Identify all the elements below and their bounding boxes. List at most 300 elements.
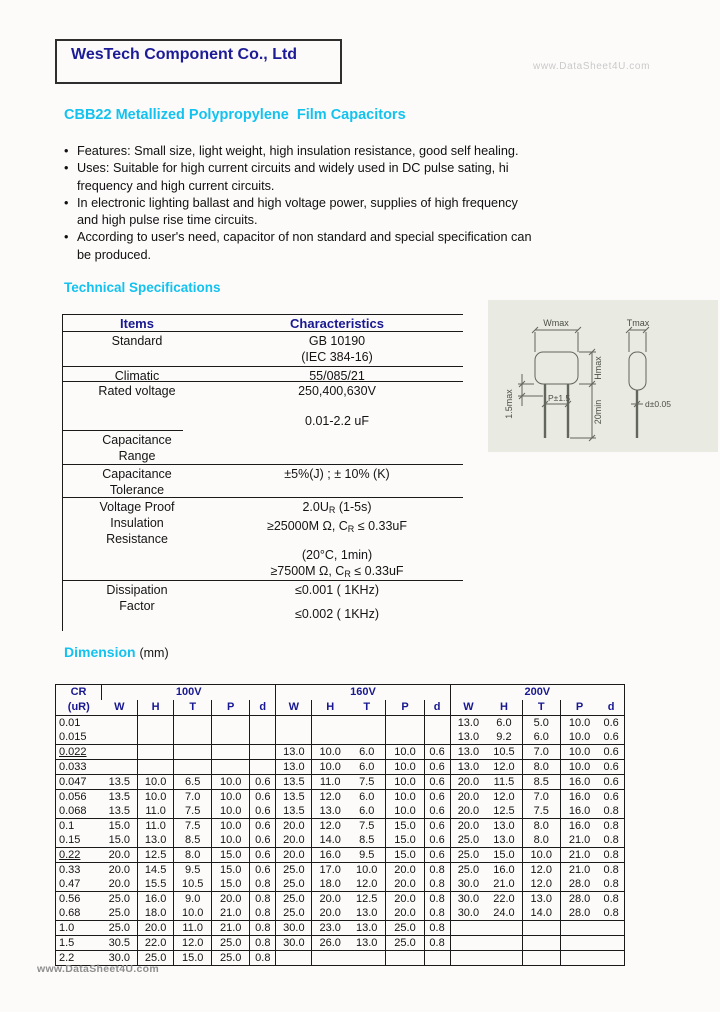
dim-cell: 25.0 (386, 936, 424, 951)
table-row (56, 936, 625, 951)
dim-cell: 12.5 (138, 848, 174, 863)
spec-value (211, 382, 463, 431)
dim-cell (276, 730, 312, 745)
dim-cell: 8.0 (174, 848, 212, 863)
dim-cell (102, 745, 138, 760)
dim-cell: 11.0 (138, 819, 174, 834)
dim-cell: 13.0 (138, 833, 174, 848)
dim-cell: 16.0 (568, 790, 591, 803)
dim-cell: 10.0 (568, 716, 591, 729)
dim-cell: 15.0 (212, 877, 250, 892)
dim-cell: 13.0 (348, 906, 386, 921)
dim-cell-cr: 0.015 (56, 730, 102, 745)
dim-cell (212, 760, 250, 775)
dim-cell: 10.5 (174, 877, 212, 892)
dim-cell-cr: 0.01 (59, 716, 81, 729)
dim-col-header: d (598, 700, 624, 716)
spec-value (211, 498, 463, 580)
dim-cell (138, 745, 174, 760)
label-lead-diameter: d±0.05 (645, 399, 671, 409)
dim-col-header: W (450, 700, 486, 716)
spec-item-label: Climatic (114, 369, 160, 383)
table-row (56, 790, 625, 805)
dim-cell (102, 716, 138, 731)
dim-cell: 20.0 (386, 877, 424, 892)
dim-cell: 10.0 (174, 906, 212, 921)
spec-value-line: ≥25000M Ω, $C_R \le 0.33uF$ (266, 519, 408, 534)
table-row (56, 700, 625, 716)
dim-cell: 20.0 (102, 877, 138, 892)
dim-cell: 13.0 (450, 760, 486, 775)
dim-cell: 10.0 (212, 833, 250, 848)
dim-cell: 25.0 (138, 951, 174, 966)
dim-cell: 30.0 (276, 936, 312, 951)
dim-cell (522, 951, 560, 966)
spec-row-capacitance-range (63, 431, 463, 465)
dim-cell: 15.0 (212, 863, 250, 878)
spec-item-line: Factor (119, 599, 155, 613)
dim-cell: 13.5 (102, 790, 138, 805)
dim-cell (276, 716, 312, 731)
footer-watermark: www.DataSheet4U.com (37, 963, 160, 975)
dim-cell: 25.0 (276, 906, 312, 921)
dim-cell: 20.0 (212, 892, 250, 907)
spec-value (211, 431, 463, 464)
dim-cell (312, 951, 348, 966)
dim-group-header: 160V (276, 685, 450, 701)
dim-cell: 13.0 (348, 936, 386, 951)
dim-cell: 11.0 (312, 775, 348, 790)
dim-cell (560, 921, 598, 936)
dim-col-header: H (486, 700, 522, 716)
dim-cell (212, 716, 250, 731)
dim-cell: 13.0 (450, 730, 486, 745)
dim-cell: 21.0 (486, 877, 522, 892)
dim-cell: 13.0 (450, 745, 486, 760)
dim-cell (560, 936, 598, 951)
dim-cell: 9.5 (174, 863, 212, 878)
dim-cell: 12.0 (522, 877, 560, 892)
dim-cell: 11.5 (486, 775, 522, 790)
label-hmax: Hmax (593, 356, 603, 380)
dim-cell (102, 730, 138, 745)
spec-value-line: (20°C, 1min) (301, 548, 373, 562)
dim-cell: 12.0 (486, 790, 522, 805)
spec-value-line: ≤0.002 ( 1KHz) (295, 607, 379, 621)
dim-cell: 7.0 (522, 790, 560, 805)
dim-cell: 10.0 (386, 775, 424, 790)
dim-cell (424, 951, 450, 966)
dim-cell: 20.0 (102, 848, 138, 863)
dim-cell (450, 936, 486, 951)
spec-value-line: ≥7500M Ω, $C_R \le 0.33uF$ (270, 564, 404, 579)
dim-cell (386, 716, 424, 731)
spec-table (62, 314, 463, 631)
dim-cell: 12.5 (348, 892, 386, 907)
dim-cell: 16.0 (560, 804, 598, 819)
dim-cell: 20.0 (138, 921, 174, 936)
dim-cell (450, 951, 486, 966)
dim-cell (560, 951, 598, 966)
spec-value-line: 0.01-2.2 uF (305, 414, 369, 428)
dim-cell (598, 936, 624, 951)
spec-item-line: Resistance (106, 532, 168, 546)
dim-cell: 0.8 (250, 951, 276, 966)
dim-cell: 0.6 (424, 775, 450, 790)
dim-cell: 21.0 (560, 848, 598, 863)
dim-cell: 13.0 (348, 921, 386, 936)
dim-col-header: H (138, 700, 174, 716)
dim-cell (450, 921, 486, 936)
dim-cell: 12.0 (319, 790, 341, 803)
dim-cell: 0.6 (250, 804, 276, 819)
dim-cell: 20.0 (450, 804, 486, 819)
dim-cell: 0.6 (598, 775, 624, 790)
dim-cell: 6.0 (348, 760, 386, 775)
dim-cell-cr: 1.0 (56, 921, 102, 936)
table-partial-rule (63, 430, 183, 431)
dim-cell (138, 730, 174, 745)
spec-item-line: Tolerance (109, 483, 165, 497)
spec-value-line: 250,400,630V (298, 384, 376, 398)
dim-cell (424, 730, 450, 745)
spec-value (211, 581, 463, 631)
dim-cell: 25.0 (212, 936, 250, 951)
dim-cell (348, 716, 386, 731)
dim-cell: 13.0 (276, 760, 312, 775)
features-list (62, 143, 652, 264)
dim-cell (212, 730, 250, 745)
dim-cell: 0.8 (250, 877, 276, 892)
spec-col-characteristics: Characteristics (290, 316, 384, 331)
dim-cell: 12.0 (522, 863, 560, 878)
spec-row-standard (63, 332, 463, 367)
dim-cell (598, 951, 624, 966)
dim-cell-cr: 0.33 (59, 863, 81, 876)
section-heading-technical-specifications: Technical Specifications (64, 280, 221, 295)
dim-cell (348, 730, 386, 745)
dim-cell: 25.0 (386, 921, 424, 936)
dim-cell: 0.8 (250, 892, 276, 907)
dim-cell: 13.0 (486, 833, 522, 848)
spec-item-line: Voltage Proof (99, 500, 175, 514)
table-row (56, 730, 625, 745)
dim-cell: 0.6 (424, 745, 450, 760)
dim-cell: 10.0 (348, 863, 386, 878)
dim-cell: 6.0 (348, 804, 386, 819)
dim-cell: 8.0 (522, 819, 560, 834)
dim-cell: 13.0 (312, 804, 348, 819)
dim-cell: 0.8 (598, 906, 624, 921)
dim-cell: 25.0 (102, 892, 138, 907)
dim-cell (138, 760, 174, 775)
dim-cell: 13.5 (276, 790, 312, 805)
dim-cell: 6.0 (522, 730, 560, 745)
table-row (56, 877, 625, 892)
dim-cell: 0.8 (603, 892, 619, 905)
table-row (56, 892, 625, 907)
dim-col-header: d (424, 700, 450, 716)
dim-cell (486, 951, 522, 966)
dim-cell: 25.0 (102, 906, 138, 921)
dim-cell: 0.8 (424, 921, 450, 936)
spec-value-line: $2.0U_R$ (1-5s) (302, 500, 372, 515)
dim-cell: 9.5 (348, 848, 386, 863)
dim-cell (174, 745, 212, 760)
spec-item-line: Capacitance (102, 433, 172, 447)
dim-cell: 10.0 (386, 790, 424, 805)
spec-col-items: Items (120, 316, 154, 331)
dim-cell: 22.0 (486, 892, 522, 907)
feature-item: • In electronic lighting ballast and high voltage power, supplies of high frequency and high pulse rise time circuits. (62, 195, 652, 230)
dim-cell: 8.0 (522, 760, 560, 775)
dim-cell-cr: 0.056 (59, 790, 87, 803)
dim-cell: 7.5 (174, 804, 212, 819)
dim-cell: 10.0 (312, 760, 348, 775)
table-row (56, 716, 625, 731)
dim-cell: 20.0 (386, 892, 424, 907)
dimension-heading-text: Dimension (64, 644, 136, 660)
dim-col-header: T (348, 700, 386, 716)
dim-cell: 15.0 (386, 833, 424, 848)
dim-cell: 8.5 (522, 775, 560, 790)
dim-cell: 16.0 (312, 848, 348, 863)
dim-cell: 30.0 (450, 906, 486, 921)
dim-cell: 24.0 (486, 906, 522, 921)
dim-cell (522, 936, 560, 951)
dim-cell: 0.8 (424, 877, 450, 892)
dim-col-header: P (560, 700, 598, 716)
spec-item-line: Dissipation (106, 583, 168, 597)
dim-cell: 10.0 (212, 819, 250, 834)
dim-cell: 12.0 (348, 877, 386, 892)
dim-cell: 7.0 (174, 790, 212, 805)
dim-col-header: H (312, 700, 348, 716)
dim-cell-cr: 0.022 (56, 745, 102, 760)
dim-cell: 7.5 (348, 775, 386, 790)
dim-cell: 0.6 (424, 790, 450, 805)
dim-col-header: P (386, 700, 424, 716)
dim-cell: 0.8 (603, 819, 619, 832)
dim-cell: 0.6 (250, 819, 276, 834)
dim-cell (250, 730, 276, 745)
dim-corner-ur: (uR) (56, 700, 102, 716)
capacitor-outline-drawing (488, 300, 718, 452)
dim-cell: 10.0 (138, 790, 174, 805)
label-pitch: P±1.5 (548, 393, 571, 403)
dim-cell: 17.0 (319, 863, 341, 876)
dim-cell: 15.0 (386, 819, 424, 834)
dim-cell (174, 730, 212, 745)
dim-cell: 0.6 (250, 863, 276, 878)
dim-cell: 30.0 (276, 921, 312, 936)
dim-cell: 21.0 (212, 906, 250, 921)
dim-cell: 12.0 (174, 936, 212, 951)
dim-cell: 14.0 (522, 906, 560, 921)
dim-cell: 10.0 (386, 804, 424, 819)
table-row (56, 863, 625, 878)
spec-row-climatic (63, 367, 463, 382)
dim-cell: 15.0 (102, 833, 138, 848)
dim-cell: 20.0 (386, 863, 424, 878)
spec-row-rated-voltage (63, 382, 463, 431)
dim-cell: 8.0 (522, 833, 560, 848)
dim-cell: 20.0 (386, 906, 424, 921)
dim-cell (424, 716, 450, 731)
dim-cell: 20.0 (102, 863, 138, 878)
dim-cell-cr: 0.47 (56, 877, 102, 892)
dim-cell: 20.0 (312, 906, 348, 921)
dim-group-header: 100V (102, 685, 276, 701)
spec-value: 55/085/21 (309, 369, 365, 383)
dim-cell: 0.8 (250, 906, 276, 921)
dim-cell: 15.0 (486, 848, 522, 863)
dim-cell: 0.6 (598, 760, 624, 775)
dim-cell: 13.0 (276, 745, 312, 760)
dim-cell (250, 745, 276, 760)
dim-cell: 0.6 (603, 790, 619, 803)
dim-cell: 8.5 (174, 833, 212, 848)
dim-cell (486, 921, 522, 936)
dim-cell: 13.0 (457, 716, 480, 729)
spec-value-line: (IEC 384-16) (301, 350, 373, 364)
dim-cell: 25.0 (457, 863, 480, 876)
dim-cell: 25.0 (276, 892, 312, 907)
dim-cell-cr: 0.033 (56, 760, 102, 775)
dim-cell: 0.6 (424, 804, 450, 819)
dim-cell: 15.5 (138, 877, 174, 892)
dim-cell: 18.0 (312, 877, 348, 892)
dimension-unit: (mm) (139, 646, 169, 660)
spec-value-line: GB 10190 (308, 334, 366, 348)
section-heading-dimension (64, 644, 169, 660)
dim-cell (598, 921, 624, 936)
dim-cell: 0.8 (424, 906, 450, 921)
dim-cell: 0.8 (424, 892, 450, 907)
dim-cell: 0.6 (250, 775, 276, 790)
dim-cell: 15.0 (386, 848, 424, 863)
dim-cell: 28.0 (568, 892, 591, 905)
dim-cell: 25.0 (212, 951, 250, 966)
label-tmax: Tmax (626, 318, 650, 328)
dim-cell: 21.0 (212, 921, 250, 936)
dim-cell-cr: 2.2 (56, 951, 102, 966)
dim-col-header: T (522, 700, 560, 716)
dim-cell: 0.6 (424, 760, 450, 775)
dim-cell: 13.5 (102, 804, 138, 819)
dim-cell: 11.0 (138, 804, 174, 819)
spec-item-label (63, 431, 211, 464)
company-logo-box (55, 39, 342, 84)
table-row (56, 833, 625, 848)
dim-cell: 11.0 (174, 921, 212, 936)
dim-cell: 0.8 (250, 936, 276, 951)
dim-cell: 12.0 (319, 819, 341, 832)
dim-col-header: T (174, 700, 212, 716)
dim-cell: 14.5 (138, 863, 174, 878)
dim-cell: 6.0 (348, 790, 386, 805)
dim-cell: 9.0 (174, 892, 212, 907)
dim-cell: 7.0 (522, 745, 560, 760)
dim-cell: 0.8 (598, 804, 624, 819)
table-row (56, 745, 625, 760)
dim-cell: 0.8 (250, 921, 276, 936)
dim-cell: 7.5 (522, 804, 560, 819)
feature-item: • Uses: Suitable for high current circuits and widely used in DC pulse sating, hi frequency and high current circuits. (62, 160, 652, 195)
dim-cell: 13.5 (276, 775, 312, 790)
dim-cell (386, 730, 424, 745)
dim-cell: 10.0 (560, 745, 598, 760)
dim-cell: 10.0 (386, 745, 424, 760)
dim-cell: 10.0 (522, 848, 560, 863)
dim-cell: 0.8 (598, 833, 624, 848)
dim-cell-cr: 0.56 (59, 892, 81, 905)
dim-cell (348, 951, 386, 966)
feature-item: • According to user's need, capacitor of non standard and special specification can be produced. (62, 229, 652, 264)
dim-cell: 0.8 (598, 848, 624, 863)
spec-value: ±5%(J) ; ± 10% (K) (284, 467, 390, 481)
spec-item-label (63, 581, 211, 631)
dim-cell: 16.0 (138, 892, 174, 907)
spec-row-capacitance-tolerance (63, 465, 463, 498)
dim-cell: 30.0 (457, 892, 480, 905)
dim-cell: 10.0 (560, 730, 598, 745)
dim-col-header: W (102, 700, 138, 716)
dim-cell: 13.5 (102, 775, 138, 790)
dim-cell-cr: 0.068 (56, 804, 102, 819)
dim-corner-cr: CR (56, 685, 102, 701)
dim-cell (250, 760, 276, 775)
dim-cell: 10.0 (560, 760, 598, 775)
dim-cell: 6.0 (348, 745, 386, 760)
dim-cell (486, 936, 522, 951)
label-wmax: Wmax (543, 318, 569, 328)
dim-cell: 12.0 (486, 760, 522, 775)
dim-cell: 15.0 (174, 951, 212, 966)
dim-cell: 0.6 (603, 716, 619, 729)
table-row (56, 906, 625, 921)
dim-cell: 0.6 (424, 819, 450, 834)
dim-cell: 12.5 (486, 804, 522, 819)
dim-cell (174, 760, 212, 775)
company-name: WesTech Component Co., Ltd (71, 46, 298, 63)
dim-cell: 15.0 (102, 819, 138, 834)
dim-cell: 0.6 (598, 745, 624, 760)
watermark-top-right: www.DataSheet4U.com (533, 61, 651, 72)
dim-cell: 6.5 (174, 775, 212, 790)
table-row (56, 685, 625, 701)
dim-cell (250, 716, 276, 731)
dim-cell: 25.0 (450, 833, 486, 848)
dim-cell: 13.0 (522, 892, 560, 907)
label-lead-length: 20min (593, 399, 603, 425)
dim-cell: 25.0 (450, 848, 486, 863)
dim-cell: 8.5 (348, 833, 386, 848)
dim-cell (138, 716, 174, 731)
dim-cell: 6.0 (486, 716, 522, 731)
dim-cell: 16.0 (560, 775, 598, 790)
spec-item-line: Range (118, 449, 156, 463)
table-row (56, 848, 625, 863)
dim-cell: 0.8 (424, 936, 450, 951)
dim-cell: 22.0 (138, 936, 174, 951)
dim-cell (212, 745, 250, 760)
dim-cell (174, 716, 212, 731)
dim-cell: 21.0 (568, 863, 591, 876)
dim-cell: 16.0 (568, 819, 591, 832)
dim-cell: 0.8 (598, 877, 624, 892)
dim-cell (312, 730, 348, 745)
